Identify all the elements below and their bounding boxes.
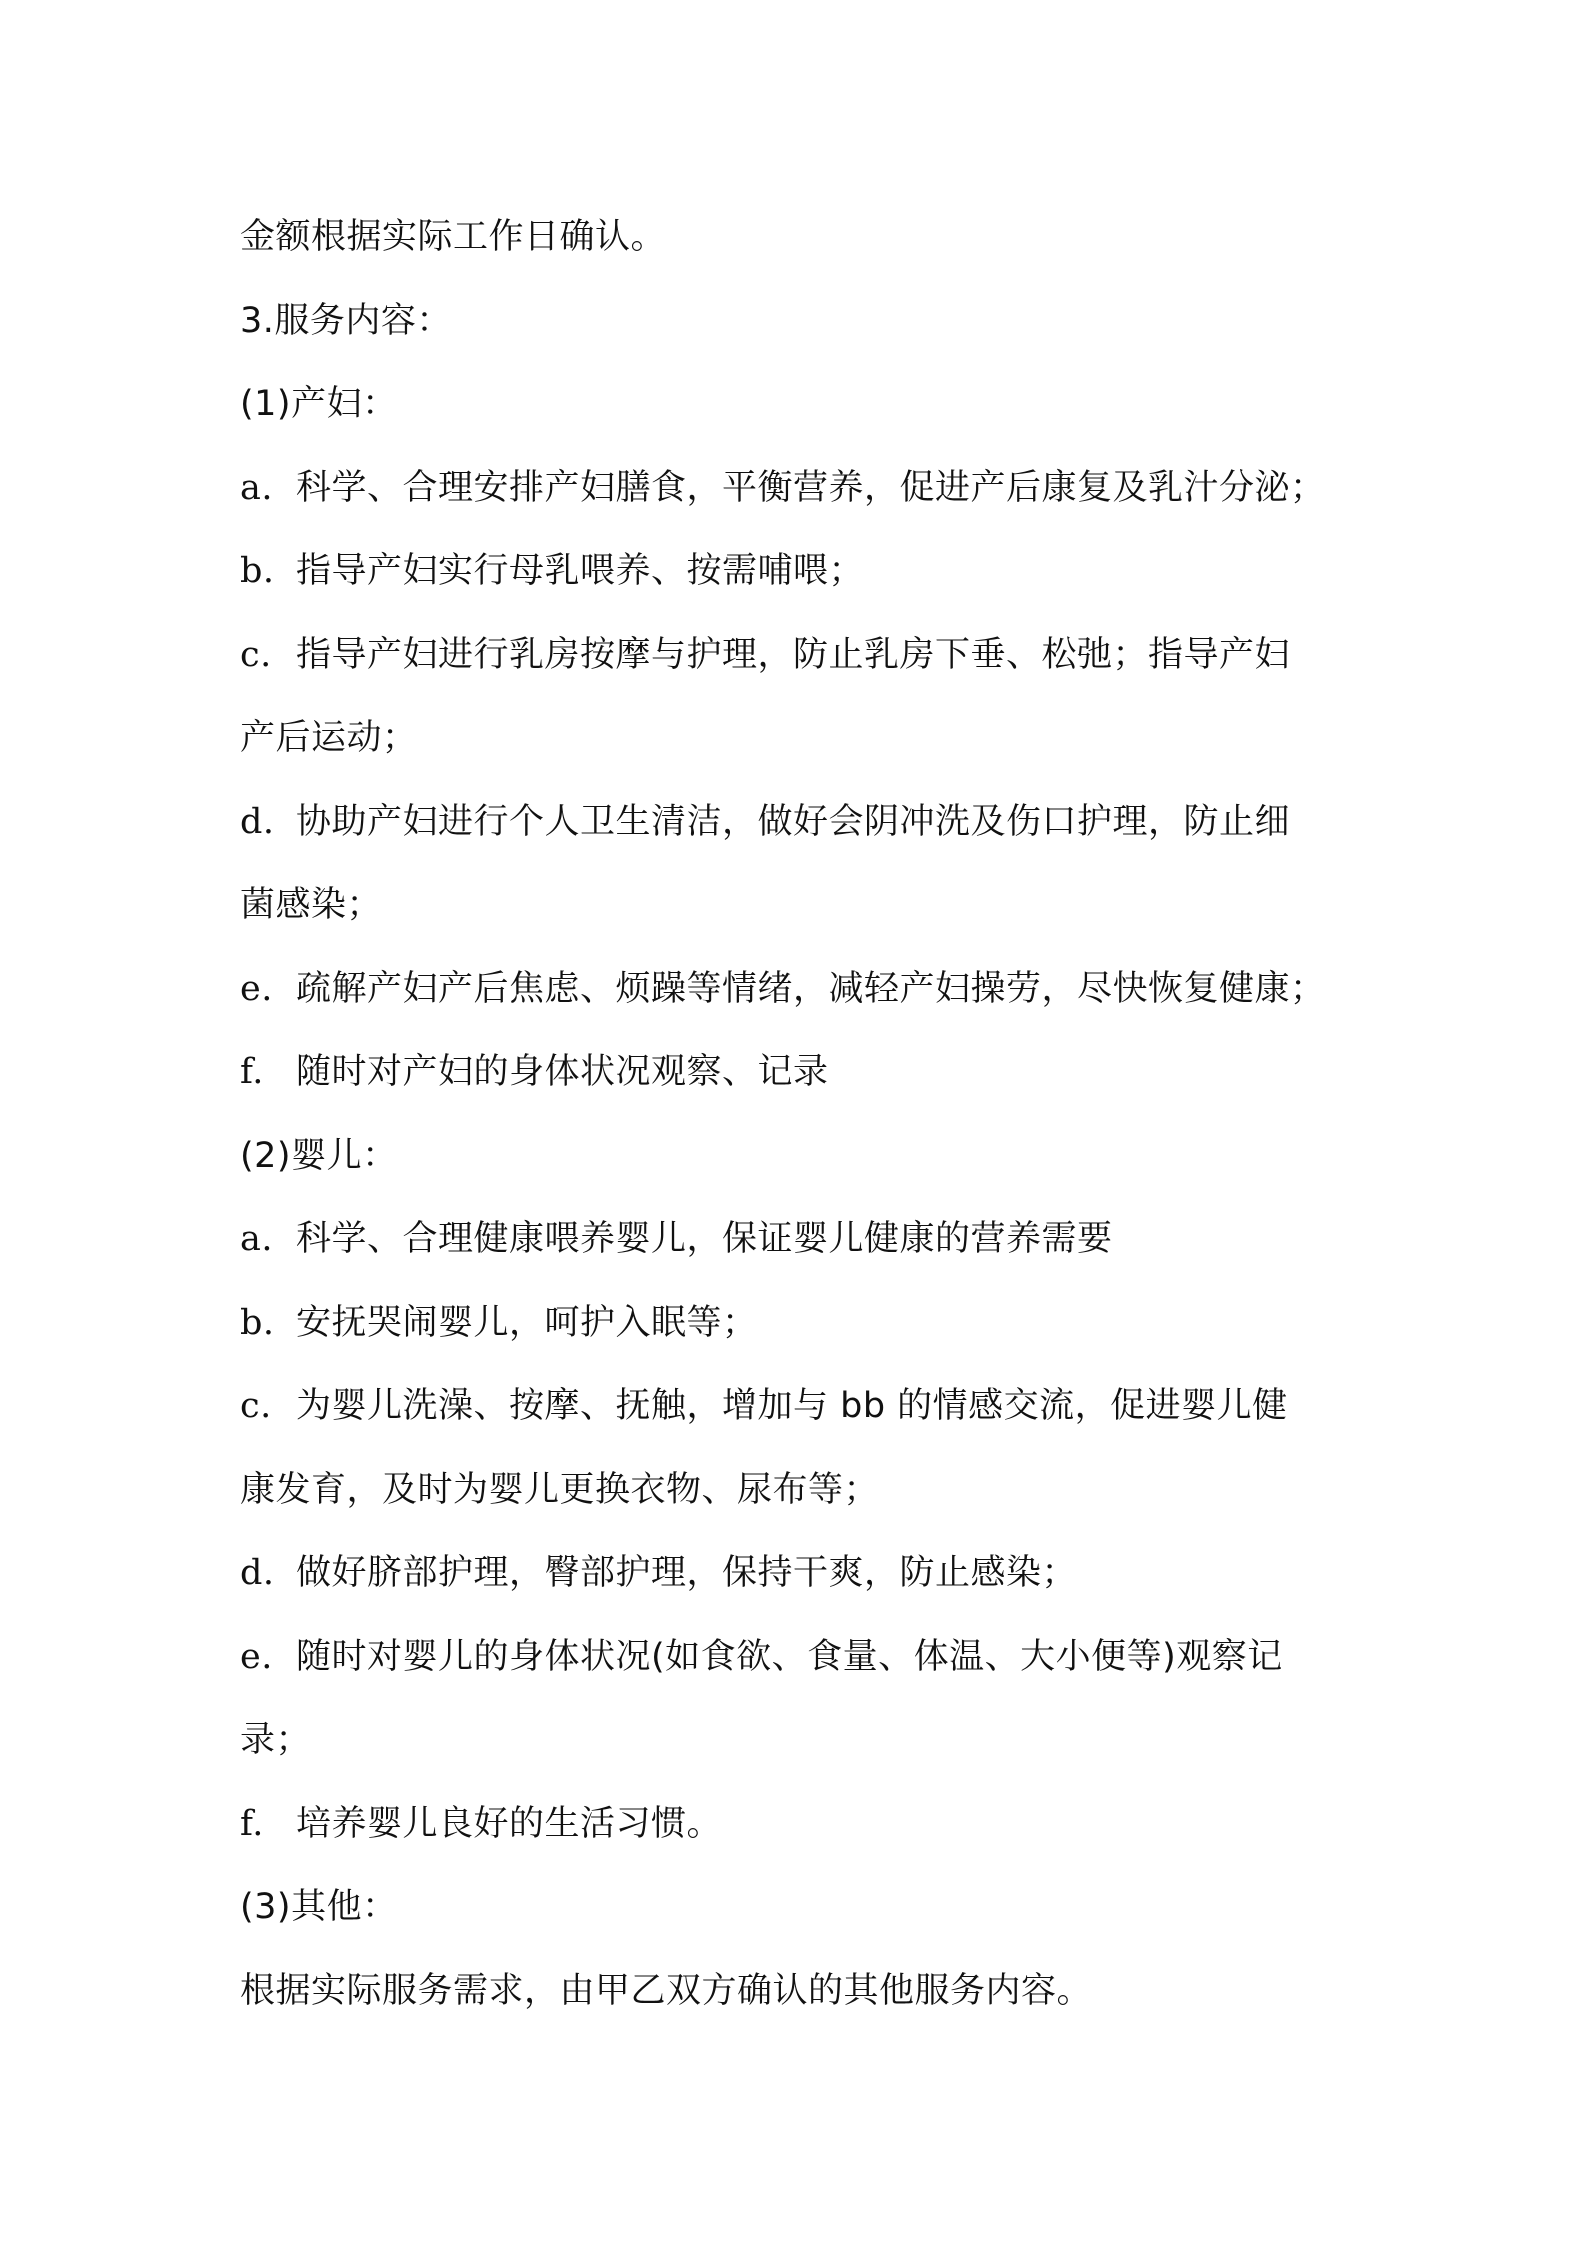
list-marker: e.: [240, 968, 273, 1009]
line-text: 录；: [240, 1720, 312, 1760]
list-item: [240, 1031, 1390, 1115]
line-text: 金额根据实际工作日确认。: [240, 217, 667, 257]
line-text: 产后运动；: [240, 718, 418, 758]
list-item: [240, 1532, 1390, 1616]
list-marker: c.: [240, 634, 272, 675]
list-item-continuation: [240, 697, 1390, 781]
list-item: [240, 1198, 1390, 1282]
line-text: (2)婴儿：: [240, 1135, 398, 1176]
list-item: [240, 1365, 1390, 1449]
line-text: 3.服务内容：: [240, 300, 452, 341]
line-text: 指导产妇实行母乳喂养、按需哺喂；: [296, 551, 865, 591]
list-item: [240, 1783, 1390, 1867]
list-marker: a.: [240, 467, 273, 508]
text-line: [240, 1950, 1390, 2034]
line-text: 指导产妇进行乳房按摩与护理，防止乳房下垂、松弛；指导产妇: [296, 634, 1291, 675]
list-marker: e.: [240, 1636, 273, 1677]
list-marker: a.: [240, 1219, 273, 1259]
line-text: (3)其他：: [240, 1887, 398, 1927]
list-marker: c.: [240, 1386, 272, 1426]
list-item-continuation: [240, 864, 1390, 948]
line-text: 科学、合理健康喂养婴儿，保证婴儿健康的营养需要: [296, 1219, 1113, 1259]
subsection-heading: [240, 1866, 1390, 1950]
list-item: [240, 1282, 1390, 1366]
line-text: 康发育，及时为婴儿更换衣物、尿布等；: [240, 1469, 880, 1510]
list-item: [240, 447, 1390, 531]
text-line: [240, 196, 1390, 280]
line-text: 随时对产妇的身体状况观察、记录: [296, 1052, 829, 1092]
line-text: 培养婴儿良好的生活习惯。: [296, 1803, 723, 1844]
list-item-continuation: [240, 1449, 1390, 1533]
list-item: [240, 781, 1390, 865]
list-marker: b.: [240, 551, 275, 591]
subsection-heading: [240, 1115, 1390, 1199]
section-heading: [240, 280, 1390, 364]
list-item: [240, 948, 1390, 1032]
list-marker: d.: [240, 1553, 275, 1593]
line-text: (1)产妇：: [240, 384, 398, 424]
subsection-heading: [240, 363, 1390, 447]
list-marker: b.: [240, 1302, 275, 1343]
list-item-continuation: [240, 1699, 1390, 1783]
line-text: 做好脐部护理，臀部护理，保持干爽，防止感染；: [296, 1553, 1078, 1593]
line-text: 随时对婴儿的身体状况(如食欲、食量、体温、大小便等)观察记: [296, 1636, 1283, 1677]
line-text: 科学、合理安排产妇膳食，平衡营养，促进产后康复及乳汁分泌；: [296, 467, 1326, 508]
line-text: 安抚哭闹婴儿，呵护入眠等；: [296, 1302, 758, 1343]
list-item: [240, 614, 1390, 698]
list-marker: d.: [240, 801, 275, 842]
list-item: [240, 530, 1390, 614]
document-body: [240, 196, 1390, 2033]
list-marker: f.: [240, 1803, 264, 1844]
line-text: 疏解产妇产后焦虑、烦躁等情绪，减轻产妇操劳，尽快恢复健康；: [296, 968, 1326, 1009]
list-marker: f.: [240, 1052, 264, 1092]
line-text: 根据实际服务需求，由甲乙双方确认的其他服务内容。: [240, 1970, 1093, 2011]
list-item: [240, 1616, 1390, 1700]
line-text: 协助产妇进行个人卫生清洁，做好会阴冲洗及伤口护理，防止细: [296, 801, 1291, 842]
line-text: 为婴儿洗澡、按摩、抚触，增加与 bb 的情感交流，促进婴儿健: [296, 1386, 1288, 1426]
line-text: 菌感染；: [240, 885, 383, 925]
